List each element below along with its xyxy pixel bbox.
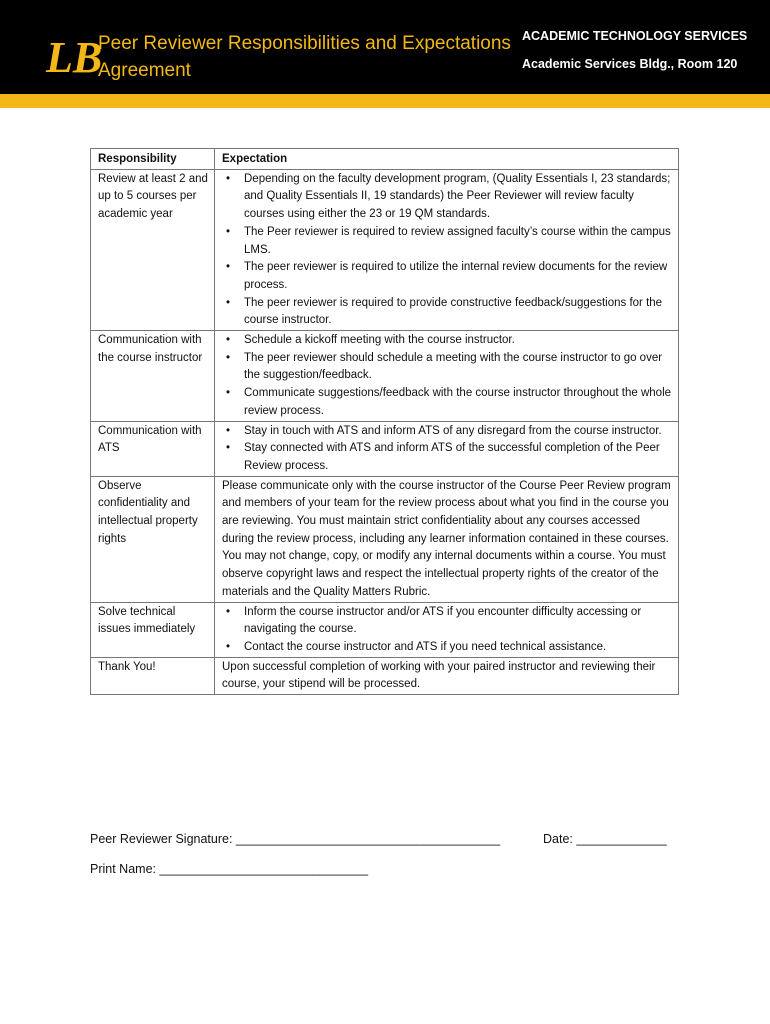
list-item: • Stay in touch with ATS and inform ATS of any disregard from the course instructor.: [244, 423, 672, 441]
expectation-cell: [215, 331, 679, 422]
date-line[interactable]: Date: _____________: [543, 832, 667, 846]
expectation-cell: Upon successful completion of working with your paired instructor and reviewing their course, your stipend will be processed.: [215, 657, 679, 694]
list-item: • The peer reviewer is required to utilize the internal review documents for the review process.: [244, 259, 672, 294]
print-name-line[interactable]: Print Name: ______________________________: [90, 862, 369, 876]
expectation-cell: Please communicate only with the course instructor of the Course Peer Review program and members of your team for the review process about what you find in the course you are reviewing. You must maintain strict confidentiality about any courses accessed during the review process, including any learner information contained in these courses. You may not change, copy, or modify any internal documents within a course. You must observe copyright laws and respect the intellectual property rights of the creator of the materials and the Quality Matters Rubric.: [215, 476, 679, 602]
table-row: [91, 331, 679, 422]
expectation-list: [222, 604, 672, 657]
list-item: • Communicate suggestions/feedback with the course instructor throughout the whole review process.: [244, 385, 672, 420]
table-row: [91, 476, 679, 602]
header-accent-bar: [0, 94, 770, 108]
document-title: Peer Reviewer Responsibilities and Expectations Agreement: [98, 33, 511, 81]
signature-line[interactable]: Peer Reviewer Signature: ______________________________________: [90, 832, 501, 846]
expectation-cell: [215, 169, 679, 330]
list-item: • Schedule a kickoff meeting with the course instructor.: [244, 332, 672, 350]
responsibility-cell: Observe confidentiality and intellectual property rights: [91, 476, 215, 602]
responsibility-cell: Communication with ATS: [91, 421, 215, 476]
responsibility-cell: Communication with the course instructor: [91, 331, 215, 422]
lb-logo: [44, 28, 103, 82]
table-header-row: [91, 149, 679, 170]
table-row: [91, 169, 679, 330]
expectation-list: [222, 171, 672, 330]
responsibilities-table: [90, 148, 679, 695]
table-row: [91, 602, 679, 657]
list-item: • The peer reviewer is required to provide constructive feedback/suggestions for the course instructor.: [244, 295, 672, 330]
department-location: Academic Services Bldg., Room 120: [522, 57, 738, 71]
list-item: • The Peer reviewer is required to review assigned faculty’s course within the campus LMS.: [244, 224, 672, 259]
list-item: • Depending on the faculty development program, (Quality Essentials I, 23 standards; and Quality Essentials II, 19 standards) the Peer Reviewer will review faculty courses using either the 23 or 19 QM standards.: [244, 171, 672, 224]
responsibility-cell: Solve technical issues immediately: [91, 602, 215, 657]
expectation-cell: [215, 602, 679, 657]
expectation-cell: [215, 421, 679, 476]
expectation-list: [222, 332, 672, 421]
responsibility-cell: Review at least 2 and up to 5 courses per academic year: [91, 169, 215, 330]
table-row: [91, 421, 679, 476]
responsibility-cell: Thank You!: [91, 657, 215, 694]
list-item: • Stay connected with ATS and inform ATS of the successful completion of the Peer Review process.: [244, 440, 672, 475]
table-row: [91, 657, 679, 694]
header-responsibility: Responsibility: [91, 149, 215, 170]
list-item: • Inform the course instructor and/or ATS if you encounter difficulty accessing or navigating the course.: [244, 604, 672, 639]
list-item: • The peer reviewer should schedule a meeting with the course instructor to go over the suggestion/feedback.: [244, 350, 672, 385]
department-name: ACADEMIC TECHNOLOGY SERVICES: [522, 29, 748, 43]
expectation-list: [222, 423, 672, 476]
list-item: • Contact the course instructor and ATS if you need technical assistance.: [244, 639, 672, 657]
header-expectation: Expectation: [215, 149, 679, 170]
logo-letter-l: LB: [46, 33, 103, 82]
